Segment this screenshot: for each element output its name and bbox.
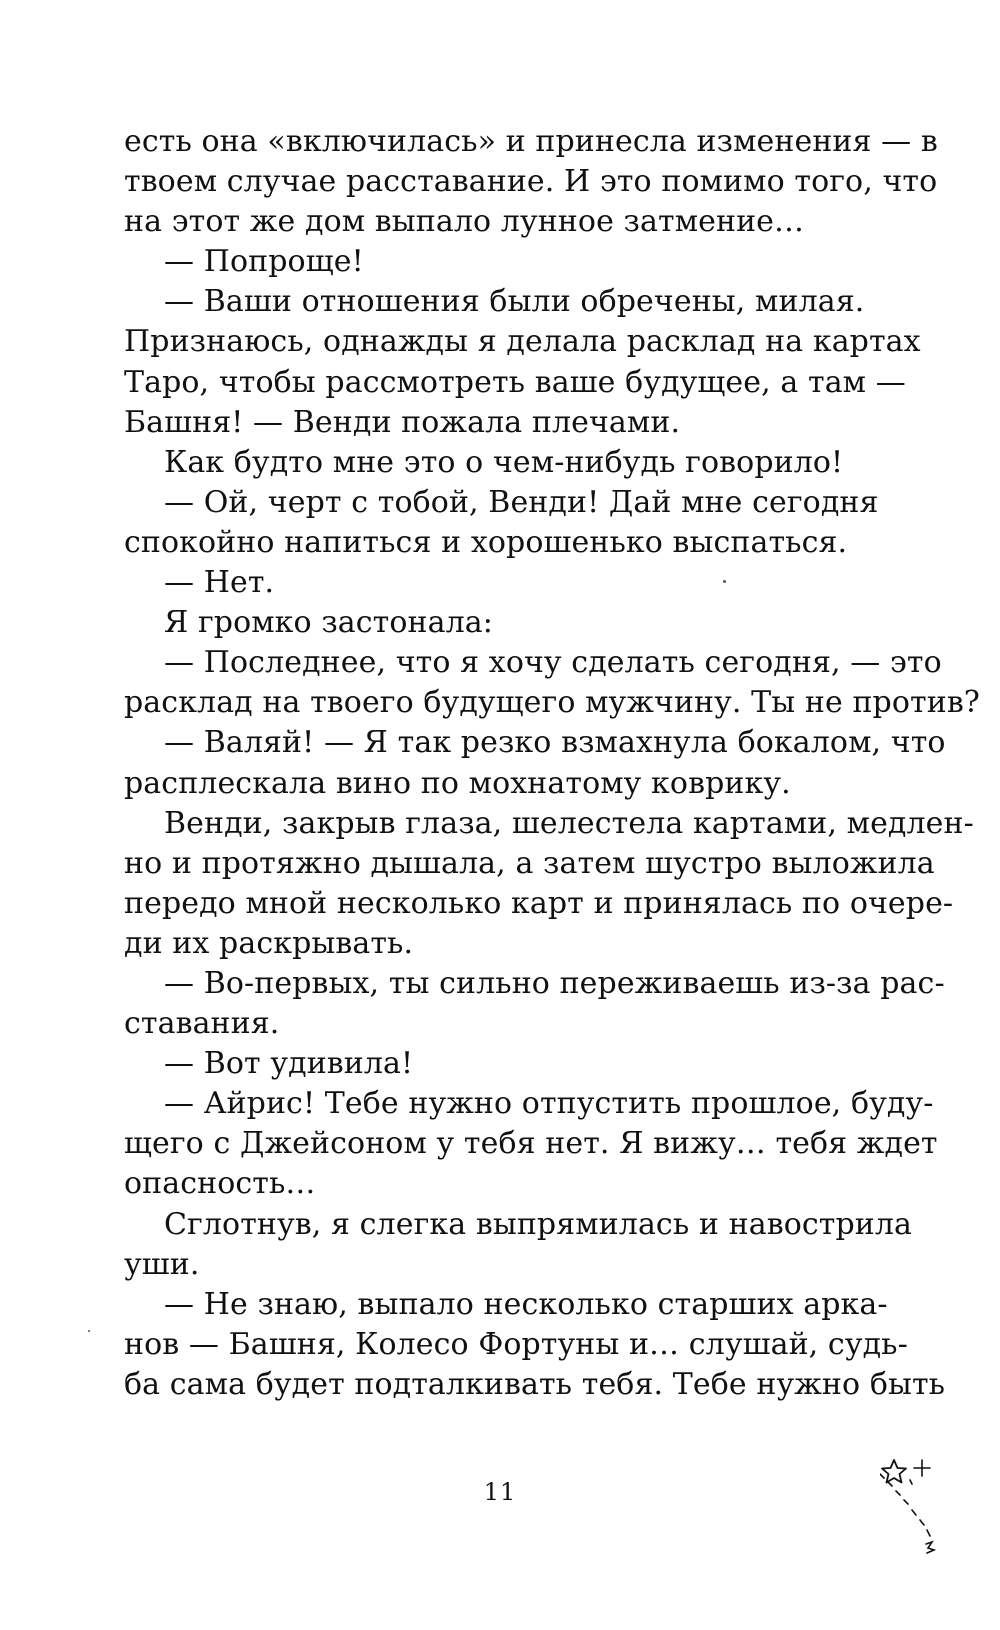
text-line: ба сама будет подталкивать тебя. Тебе нужно быть	[124, 1366, 946, 1402]
text-line: Венди, закрыв глаза, шелестела картами, медлен-	[164, 805, 974, 841]
text-line: — Айрис! Тебе нужно отпустить прошлое, буду-	[164, 1086, 934, 1122]
text-line: спокойно напиться и хорошенько выспаться.	[124, 524, 848, 560]
text-line: твоем случае расставание. И это помимо того, что	[124, 164, 938, 200]
text-line: Я громко застонала:	[164, 605, 493, 641]
text-line: — Во-первых, ты сильно переживаешь из-за рас-	[164, 965, 945, 1001]
text-line: Таро, чтобы рассмотреть ваше будущее, а там —	[124, 364, 906, 400]
text-line: на этот же дом выпало лунное затмение…	[124, 204, 805, 240]
text-line: — Нет.	[164, 565, 275, 601]
text-line: — Ваши отношения были обречены, милая.	[164, 284, 865, 320]
paper-speck	[88, 1330, 90, 1332]
text-line: опасность…	[124, 1166, 316, 1202]
star-outline-icon	[882, 1460, 906, 1483]
text-line: Как будто мне это о чем-нибудь говорило!	[164, 444, 844, 480]
text-line: — Не знаю, выпало несколько старших арка-	[164, 1286, 888, 1322]
text-line: передо мной несколько карт и принялась по очере-	[124, 885, 954, 921]
text-line: уши.	[124, 1246, 200, 1282]
text-line: — Вот удивила!	[164, 1046, 414, 1082]
text-line: нов — Башня, Колесо Фортуны и… слушай, судь-	[124, 1326, 908, 1362]
text-line: — Последнее, что я хочу сделать сегодня, — это	[164, 645, 942, 681]
text-line: ди их раскрывать.	[124, 925, 414, 961]
paper-speck	[723, 580, 726, 583]
text-line: Башня! — Венди пожала плечами.	[124, 404, 681, 440]
text-line: есть она «включилась» и принесла изменения — в	[124, 124, 938, 159]
text-line: ставания.	[124, 1006, 280, 1042]
page-number: 11	[483, 1478, 517, 1506]
text-line: — Валяй! — Я так резко взмахнула бокалом, что	[164, 725, 946, 761]
text-line: расплескала вино по мохнатому коврику.	[124, 765, 791, 801]
star-constellation-icon	[880, 1458, 990, 1608]
text-line: расклад на твоего будущего мужчину. Ты не против?	[124, 685, 980, 721]
page-body-text	[124, 122, 980, 1405]
text-line: — Попроще!	[164, 244, 364, 280]
text-line: щего с Джейсоном у тебя нет. Я вижу… тебя ждет	[124, 1126, 938, 1162]
text-line: Признаюсь, однажды я делала расклад на картах	[124, 324, 921, 360]
text-line: — Ой, черт с тобой, Венди! Дай мне сегодня	[164, 484, 879, 520]
text-line: но и протяжно дышала, а затем шустро выложила	[124, 845, 935, 881]
text-line: Сглотнув, я слегка выпрямилась и навострила	[164, 1206, 913, 1242]
